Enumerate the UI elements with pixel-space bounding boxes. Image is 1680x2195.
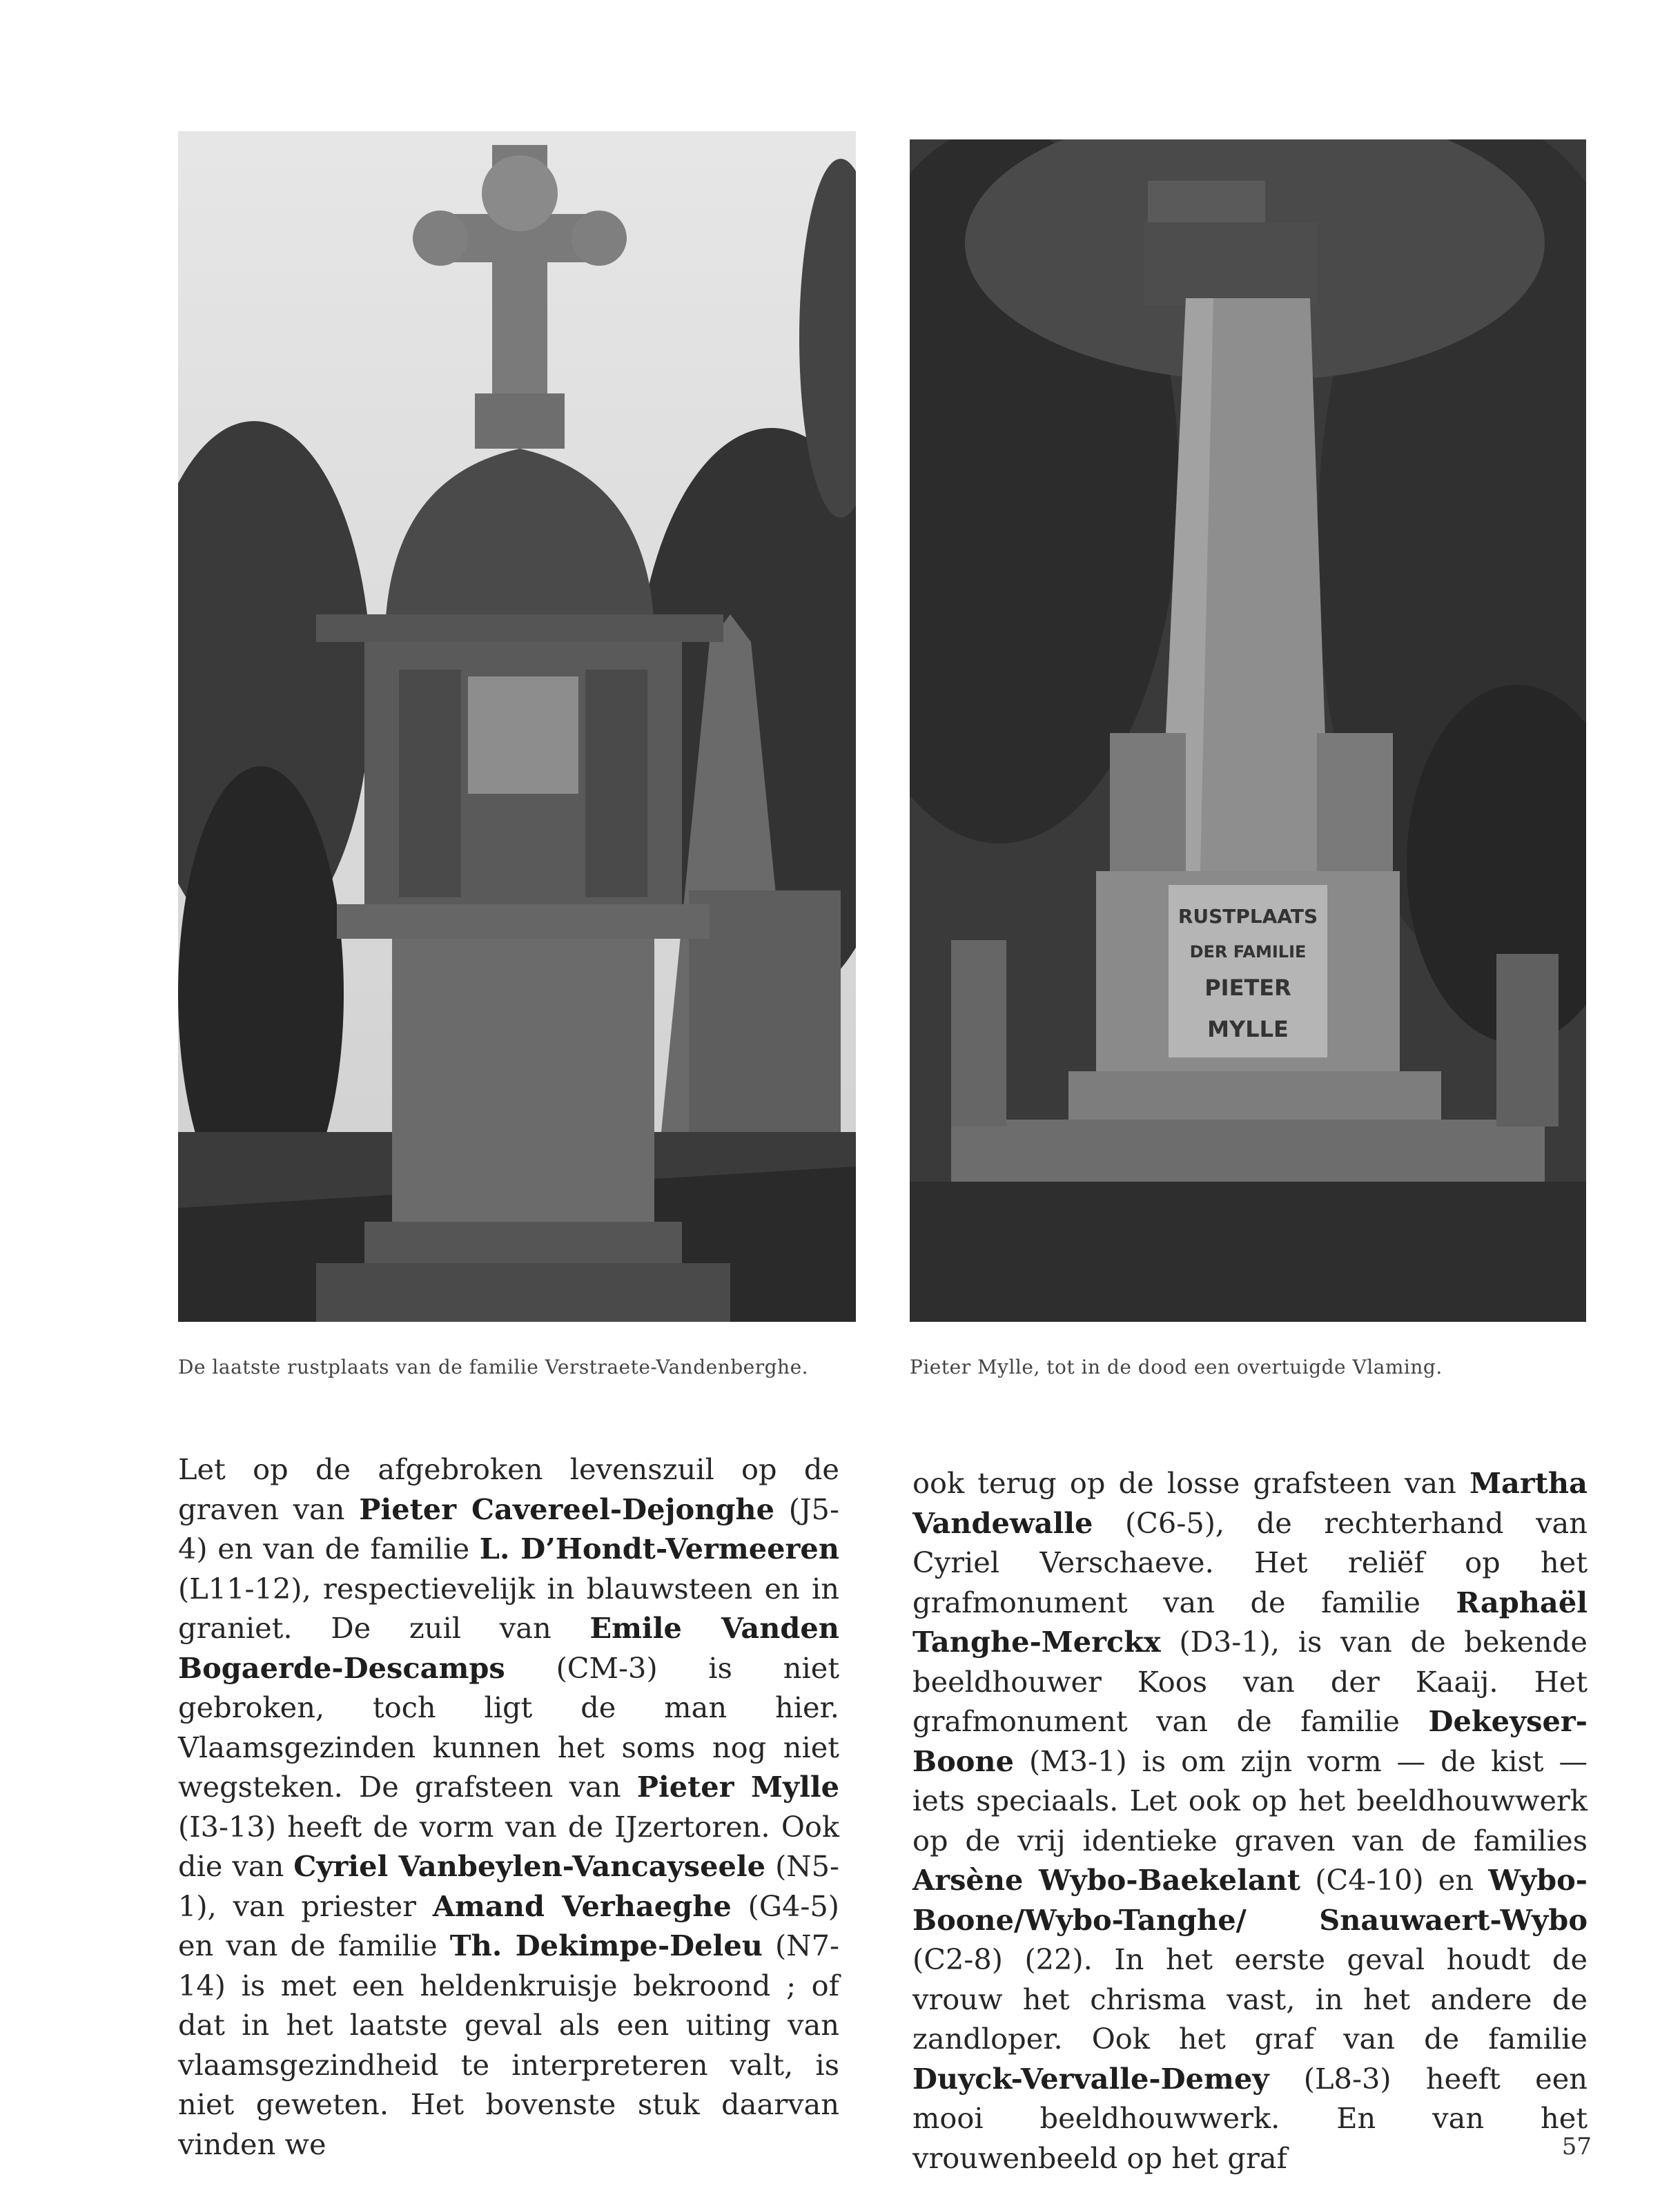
- text-run: (CM-3) is niet gebroken, toch ligt de man hier. Vlaamsgezinden kunnen het soms nog niet wegsteken. De grafsteen van: [178, 1650, 839, 1804]
- bold-name: L. D’Hondt-Vermeeren: [479, 1532, 839, 1565]
- text-run: (C2-8) (22). In het eerste geval houdt de vrouw het chrisma vast, in het andere de zandloper. Ook het graf van de familie: [912, 1942, 1588, 2056]
- text-run: (L11-12), respectievelijk in blauwsteen en in graniet. De zuil van: [178, 1571, 839, 1645]
- photo-verstraete-grave: [178, 131, 856, 1322]
- bold-name: Arsène Wybo-Baekelant: [912, 1863, 1301, 1897]
- caption-right: Pieter Mylle, tot in de dood een overtuigde Vlaming.: [910, 1356, 1443, 1378]
- text-run: (J5-4) en van de familie: [178, 1492, 839, 1565]
- caption-left: De laatste rustplaats van de familie Verstraete-Vandenberghe.: [178, 1356, 809, 1378]
- photo-pieter-mylle-grave: [910, 139, 1586, 1322]
- text-run: (N5-1), van priester: [178, 1849, 839, 1923]
- text-run: (I3-13) heeft de vorm van de IJzertoren. Ook die van: [178, 1809, 839, 1883]
- inscription-line-1: RUSTPLAATS: [1178, 905, 1318, 928]
- grave-monument-illustration: [178, 131, 856, 1322]
- bold-name: Pieter Mylle: [636, 1770, 839, 1804]
- bold-name: Cyriel Vanbeylen-Vancayseele: [293, 1849, 766, 1883]
- text-run: (G4-5) en van de familie: [178, 1889, 839, 1962]
- body-text-left-column: [178, 1450, 839, 2164]
- text-run: ook terug op de losse grafsteen van: [912, 1466, 1470, 1500]
- page-number: 57: [1561, 2133, 1592, 2160]
- ijzertoren-grave-illustration: [910, 139, 1586, 1322]
- bold-name: Martha Vandewalle: [912, 1466, 1588, 1540]
- text-run: (N7-14) is met een heldenkruisje bekroond ; of dat in het laatste geval als een uiting van vlaamsgezindheid te interpreteren valt, is niet geweten. Het bovenste stuk daarvan vinden we: [178, 1929, 839, 2161]
- bold-name: Amand Verhaeghe: [432, 1889, 732, 1923]
- inscription-line-2: DER FAMILIE: [1189, 942, 1307, 962]
- inscription-line-3: PIETER: [1204, 975, 1291, 1001]
- bold-name: Raphaël Tanghe-Merckx: [912, 1585, 1588, 1659]
- bold-name: Pieter Cavereel-Dejonghe: [359, 1492, 774, 1526]
- text-run: (D3-1), is van de bekende beeldhouwer Koos van der Kaaij. Het grafmonument van de familie: [912, 1625, 1588, 1738]
- text-run: (C6-5), de rechterhand van Cyriel Verschaeve. Het reliëf op het grafmonument van de familie: [912, 1505, 1588, 1619]
- bold-name: Dekeyser-Boone: [912, 1704, 1588, 1778]
- bold-name: Wybo-Boone/Wybo-Tanghe/ Snauwaert-Wybo: [912, 1863, 1588, 1937]
- inscription-line-4: MYLLE: [1207, 1016, 1289, 1042]
- text-run: (L8-3) heeft een mooi beeldhouwwerk. En van het vrouwenbeeld op het graf: [912, 2061, 1588, 2175]
- bold-name: Th. Dekimpe-Deleu: [449, 1929, 763, 1962]
- body-text-right-column: [912, 1463, 1588, 2178]
- bold-name: Emile Vanden Bogaerde-Descamps: [178, 1611, 839, 1685]
- text-run: (M3-1) is om zijn vorm — de kist — iets speciaals. Let ook op het beeldhouwwerk op de vrij identieke graven van de families: [912, 1744, 1588, 1857]
- bold-name: Duyck-Vervalle-Demey: [912, 2061, 1269, 2096]
- text-run: Let op de afgebroken levenszuil op de graven van: [178, 1452, 839, 1526]
- text-run: (C4-10) en: [1300, 1863, 1489, 1897]
